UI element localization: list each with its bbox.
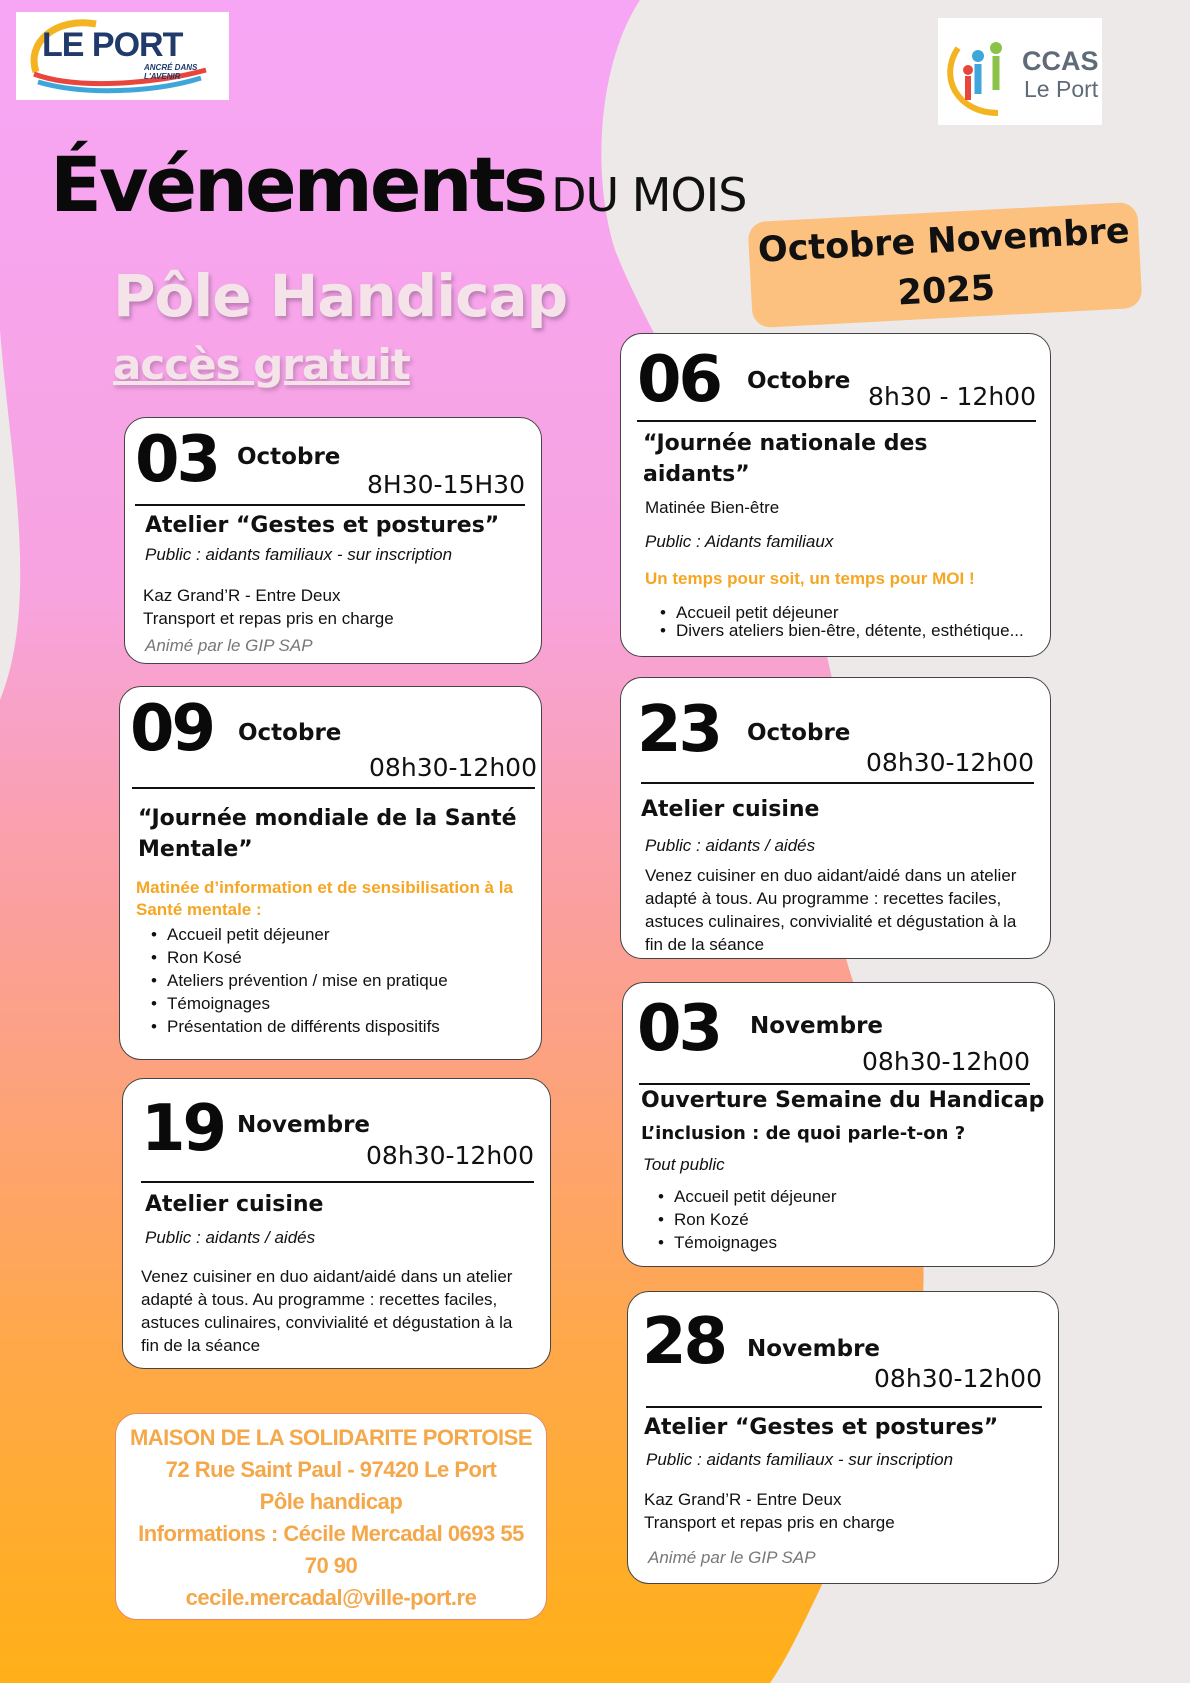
pole-heading: Pôle Handicap: [113, 262, 568, 330]
list-item: • Ateliers prévention / mise en pratique: [167, 969, 448, 992]
event-time: 8H30-15H30: [367, 470, 525, 499]
event-program-list: [147, 923, 448, 1038]
event-day: 09: [130, 692, 214, 766]
event-organizer: Animé par le GIP SAP: [145, 636, 313, 655]
info-email[interactable]: cecile.mercadal@ville-port.re: [185, 1585, 477, 1610]
list-item: • Présentation de différents dispositifs: [167, 1015, 448, 1038]
description-line: adapté à tous. Au programme : recettes faciles,: [141, 1290, 498, 1309]
ccas-logo-subtitle: Le Port: [1024, 76, 1099, 102]
event-program-list: [654, 1185, 837, 1254]
period-year: 2025: [896, 268, 997, 314]
list-item: • Témoignages: [674, 1231, 837, 1254]
event-card: [627, 1291, 1059, 1584]
event-description: [645, 864, 1016, 956]
event-title: Ouverture Semaine du Handicap: [641, 1088, 1045, 1113]
description-line: fin de la séance: [645, 935, 765, 954]
event-title: [138, 803, 517, 865]
event-month: Novembre: [237, 1112, 371, 1138]
list-item: • Ron Kosé: [167, 946, 448, 969]
divider: [132, 787, 535, 789]
event-public: Public : aidants / aidés: [645, 836, 816, 855]
title-suffix: DU MOIS: [551, 168, 747, 222]
event-place: Kaz Grand’R - Entre Deux: [143, 586, 341, 605]
list-item: • Accueil petit déjeuner: [167, 923, 448, 946]
event-time: 08h30-12h00: [874, 1364, 1042, 1393]
le-port-logo-text: LE PORT: [42, 26, 183, 64]
event-title-line: “Journée nationale des: [643, 431, 928, 456]
event-card: [124, 417, 542, 664]
event-title: [643, 428, 928, 490]
ccas-logo: [938, 18, 1102, 125]
event-title-line: “Journée mondiale de la Santé: [138, 806, 517, 831]
event-place: Kaz Grand’R - Entre Deux: [644, 1490, 842, 1509]
list-item: • Témoignages: [167, 992, 448, 1015]
highlight-line: Matinée d’information et de sensibilisation à la: [136, 878, 513, 897]
event-card: [622, 982, 1055, 1267]
event-day: 03: [637, 992, 721, 1066]
event-transport: Transport et repas pris en charge: [644, 1513, 895, 1532]
divider: [135, 504, 525, 506]
event-subtitle: L’inclusion : de quoi parle-t-on ?: [641, 1123, 966, 1144]
event-card: [119, 686, 542, 1060]
event-day: 23: [637, 693, 721, 767]
description-line: adapté à tous. Au programme : recettes faciles,: [645, 889, 1002, 908]
event-public: Public : aidants familiaux - sur inscription: [145, 545, 453, 564]
period-months: Octobre Novembre: [756, 211, 1131, 271]
event-title-line: aidants”: [643, 462, 750, 487]
ccas-logo-title: CCAS: [1022, 46, 1099, 76]
event-title-line: Mentale”: [138, 837, 253, 862]
event-day: 06: [637, 343, 721, 417]
description-line: fin de la séance: [141, 1336, 261, 1355]
event-organizer: Animé par le GIP SAP: [648, 1548, 816, 1567]
divider: [141, 1181, 534, 1183]
event-highlight: [136, 877, 513, 921]
list-item: • Accueil petit déjeuner: [676, 604, 1024, 622]
event-transport: Transport et repas pris en charge: [143, 609, 394, 628]
event-public: Public : aidants familiaux - sur inscription: [646, 1450, 954, 1469]
event-title: Atelier “Gestes et postures”: [644, 1415, 999, 1440]
page-title: [50, 140, 746, 229]
description-line: astuces culinaires, convivialité et dégustation à la: [141, 1313, 513, 1332]
event-title: Atelier cuisine: [145, 1192, 324, 1217]
info-contact: Informations : Cécile Mercadal 0693 55: [138, 1521, 524, 1546]
title-main: Événements: [50, 140, 546, 229]
event-card: [620, 333, 1051, 657]
description-line: Venez cuisiner en duo aidant/aidé dans un atelier: [141, 1267, 513, 1286]
list-item: • Divers ateliers bien-être, détente, esthétique...: [676, 622, 1024, 640]
event-time: 08h30-12h00: [862, 1047, 1030, 1076]
highlight-line: Santé mentale :: [136, 900, 262, 919]
event-description: [141, 1265, 512, 1357]
divider: [641, 782, 1034, 784]
event-time: 08h30-12h00: [366, 1141, 534, 1170]
le-port-logo: [16, 12, 229, 100]
event-month: Octobre: [747, 368, 851, 394]
info-phone-end: 70 90: [304, 1553, 358, 1578]
event-public: Public : aidants / aidés: [145, 1228, 316, 1247]
contact-info-box: [115, 1413, 547, 1620]
event-month: Octobre: [238, 720, 342, 746]
event-day: 03: [135, 423, 219, 497]
event-time: 8h30 - 12h00: [868, 382, 1036, 411]
event-time: 08h30-12h00: [866, 748, 1034, 777]
free-access-label: accès gratuit: [113, 340, 410, 389]
divider: [646, 1406, 1042, 1408]
list-item: • Accueil petit déjeuner: [674, 1185, 837, 1208]
event-month: Octobre: [747, 720, 851, 746]
event-program-list: [656, 604, 1024, 640]
period-badge: [747, 202, 1142, 328]
event-public: Public : Aidants familiaux: [645, 532, 834, 551]
event-month: Novembre: [750, 1013, 884, 1039]
info-org: MAISON DE LA SOLIDARITE PORTOISE: [129, 1425, 533, 1450]
description-line: astuces culinaires, convivialité et dégustation à la: [645, 912, 1017, 931]
event-public: Tout public: [643, 1155, 725, 1174]
event-highlight: Un temps pour soit, un temps pour MOI !: [645, 569, 975, 588]
event-day: 28: [642, 1305, 726, 1379]
event-title: Atelier “Gestes et postures”: [145, 513, 500, 538]
event-subtitle: Matinée Bien-être: [645, 498, 780, 517]
list-item: • Ron Kozé: [674, 1208, 837, 1231]
info-address: 72 Rue Saint Paul - 97420 Le Port: [165, 1457, 497, 1482]
event-month: Novembre: [747, 1336, 881, 1362]
description-line: Venez cuisiner en duo aidant/aidé dans un atelier: [645, 866, 1017, 885]
event-month: Octobre: [237, 444, 341, 470]
le-port-logo-tagline: ANCRÉ DANS L'AVENIR: [144, 63, 198, 81]
divider: [637, 420, 1036, 422]
event-card: [122, 1078, 551, 1369]
info-department: Pôle handicap: [259, 1489, 403, 1514]
event-day: 19: [141, 1092, 225, 1166]
event-card: [620, 677, 1051, 959]
event-time: 08h30-12h00: [369, 753, 537, 782]
event-title: Atelier cuisine: [641, 797, 820, 822]
